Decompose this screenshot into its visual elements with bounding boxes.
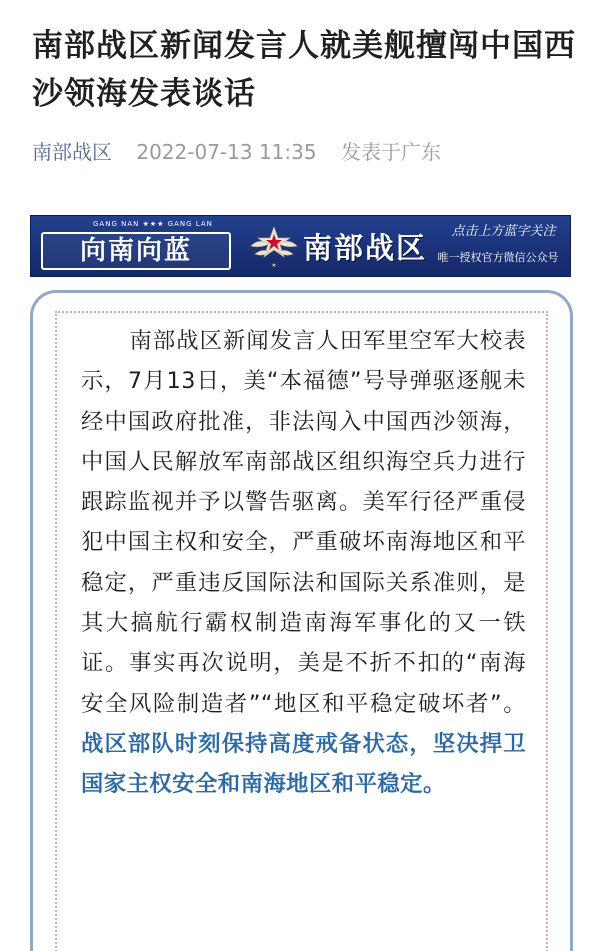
article-meta <box>32 137 441 167</box>
statement-card <box>30 290 573 951</box>
publish-date: 2022-07-13 11:35 <box>136 140 317 164</box>
publish-location: 发表于广东 <box>340 140 441 164</box>
statement-emphasis: 战区部队时刻保持高度戒备状态，坚决捍卫国家主权安全和南海地区和平稳定。 <box>81 730 526 798</box>
article-title: 南部战区新闻发言人就美舰擅闯中国西沙领海发表谈话 <box>32 28 576 112</box>
statement-text: 南部战区新闻发言人田军里空军大校表示，7月13日，美“本福德”号导弹驱逐舰未经中国政府批准，非法闯入中国西沙领海，中国人民解放军南部战区组织海空兵力进行跟踪监视并予以警告驱离。美军行径严重侵犯中国主权和安全，严重破坏南海地区和平稳定，严重违反国际法和国际关系准则，是其大搞航行霸权制造南海军事化的又一铁证。事实再次说明，美是不折不扣的“南海安全风险制造者”“地区和平稳定破坏者”。 <box>81 328 526 717</box>
banner-follow-prompt: 点击上方蓝字关注 <box>451 224 556 239</box>
banner-star-text-left: GANG NAN <box>93 220 140 228</box>
banner-brand: 南部战区 <box>303 231 428 265</box>
banner-stars <box>93 220 213 228</box>
account-name-link[interactable]: 南部战区 <box>32 140 112 164</box>
star-icons: ★★★ <box>142 220 165 228</box>
southern-theater-emblem-icon <box>249 224 299 270</box>
banner-subtitle: 唯一授权官方微信公众号 <box>437 251 559 264</box>
account-banner[interactable] <box>30 215 571 277</box>
svg-text:★: ★ <box>271 262 277 269</box>
statement-body <box>81 321 526 805</box>
banner-slogan: 向南向蓝 <box>41 232 231 270</box>
banner-star-text-right: GANG LAN <box>167 220 213 228</box>
